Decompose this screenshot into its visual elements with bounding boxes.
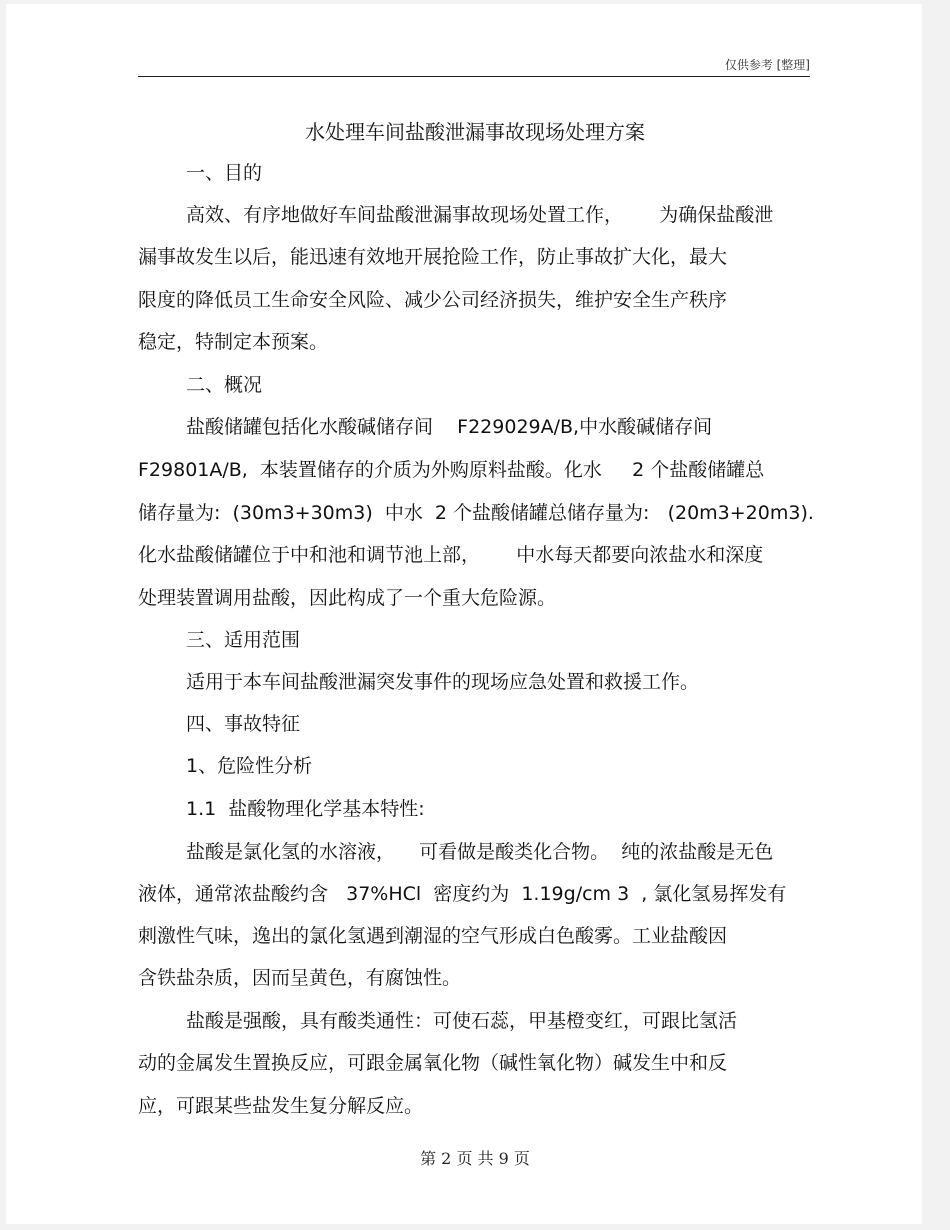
paragraph-line: 含铁盐杂质，因而呈黄色，有腐蚀性。: [138, 967, 462, 989]
header-note: 仅供参考 [整理]: [724, 58, 810, 72]
paragraph-line: 刺激性气味，逸出的氯化氢遇到潮湿的空气形成白色酸雾。工业盐酸因: [138, 925, 728, 947]
subsection-heading: 1、危险性分析: [186, 755, 313, 777]
paragraph-line: 处理装置调用盐酸，因此构成了一个重大危险源。: [138, 587, 557, 609]
section-heading-purpose: 一、目的: [186, 162, 263, 184]
document-title: 水处理车间盐酸泄漏事故现场处理方案: [305, 120, 645, 144]
section-heading-scope: 三、适用范围: [186, 629, 301, 651]
paragraph-line: 盐酸是强酸，具有酸类通性：可使石蕊，甲基橙变红，可跟比氢活: [186, 1010, 738, 1032]
subsection-heading: 1.1 盐酸物理化学基本特性:: [186, 798, 425, 820]
paragraph-line: F29801A/B, 本装置储存的介质为外购原料盐酸。化水 2 个盐酸储罐总: [138, 459, 765, 481]
paragraph-line: 液体，通常浓盐酸约含 37%HCl 密度约为 1.19g/cm 3 , 氯化氢易挥发有: [138, 883, 787, 905]
paragraph-line: 储存量为: (30m3+30m3) 中水 2 个盐酸储罐总储存量为: (20m3+20m3).: [138, 502, 814, 524]
paragraph-line: 应，可跟某些盐发生复分解反应。: [138, 1095, 424, 1117]
paragraph-line: 高效、有序地做好车间盐酸泄漏事故现场处置工作， 为确保盐酸泄: [186, 204, 774, 226]
document-sheet: [6, 4, 922, 1224]
paragraph-line: 盐酸储罐包括化水酸碱储存间 F229029A/B,中水酸碱储存间: [186, 416, 713, 438]
paragraph-line: 稳定，特制定本预案。: [138, 331, 329, 353]
section-heading-overview: 二、概况: [186, 374, 263, 396]
paragraph-line: 限度的降低员工生命安全风险、减少公司经济损失，维护安全生产秩序: [138, 289, 728, 311]
paragraph-line: 盐酸是氯化氢的水溶液， 可看做是酸类化合物。 纯的浓盐酸是无色: [186, 841, 774, 863]
header-divider: [138, 76, 810, 77]
paragraph-line: 动的金属发生置换反应，可跟金属氧化物（碱性氧化物）碱发生中和反: [138, 1052, 728, 1074]
paragraph-line: 漏事故发生以后，能迅速有效地开展抢险工作，防止事故扩大化，最大: [138, 246, 728, 268]
paragraph-line: 适用于本车间盐酸泄漏突发事件的现场应急处置和救援工作。: [186, 671, 700, 693]
page-number-footer: 第 2 页 共 9 页: [420, 1149, 530, 1168]
paragraph-line: 化水盐酸储罐位于中和池和调节池上部， 中水每天都要向浓盐水和深度: [138, 544, 764, 566]
section-heading-characteristics: 四、事故特征: [186, 713, 301, 735]
